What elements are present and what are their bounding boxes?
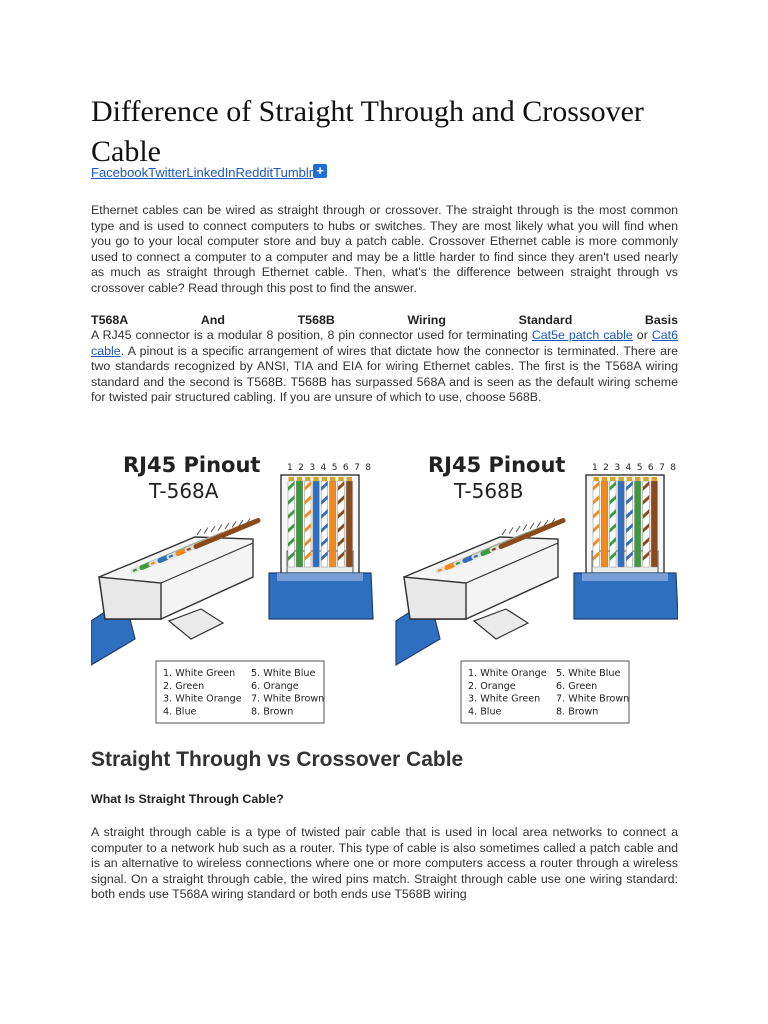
section-heading-straight-vs-crossover: Straight Through vs Crossover Cable bbox=[91, 748, 464, 771]
legend-entry: 5. White Blue bbox=[251, 668, 316, 679]
gold-contact bbox=[297, 477, 302, 481]
cable-highlight bbox=[277, 573, 363, 581]
legend-entry: 4. Blue bbox=[163, 706, 197, 718]
paragraph-text: or bbox=[632, 328, 652, 342]
contact-pin bbox=[530, 523, 534, 529]
reddit-link[interactable]: Reddit bbox=[235, 165, 274, 180]
contact-pin bbox=[211, 526, 215, 532]
wire-2 bbox=[601, 481, 607, 567]
heading-word: T568A bbox=[91, 313, 129, 327]
wire-2 bbox=[296, 481, 302, 567]
legend-entry: 2. Orange bbox=[468, 680, 516, 692]
connector-front-face bbox=[99, 577, 161, 619]
article-title: Difference of Straight Through and Crossover Cable bbox=[91, 95, 644, 168]
contact-pin bbox=[523, 525, 527, 531]
tumblr-link[interactable]: Tumblr bbox=[273, 165, 314, 180]
gold-contact bbox=[347, 477, 352, 481]
contact-pin bbox=[218, 525, 222, 531]
gold-contact bbox=[338, 477, 343, 481]
pinout-standard-label: T-568B bbox=[454, 479, 524, 503]
contact-pin bbox=[502, 529, 506, 535]
wire-8 bbox=[651, 481, 657, 567]
legend-entry: 1. White Green bbox=[163, 668, 236, 679]
wire-6 bbox=[635, 481, 641, 567]
legend-entry: 1. White Orange bbox=[468, 668, 547, 679]
heading-word: And bbox=[200, 313, 225, 327]
straight-through-paragraph: A straight through cable is a type of twisted pair cable that is used in local area networks to connect a computer to a network hub such as a router. This type of cable is also sometimes called a patch cable and is an alternative to wireless connections where one or more computers access a router through a wireless signal. On a straight through cable, the wired pins match. Straight through cable use one wiring standard: both ends use T568A wiring standard or both ends use T568B wiring bbox=[91, 825, 678, 901]
connector-front-face bbox=[404, 577, 466, 619]
legend-entry: 6. Orange bbox=[251, 680, 299, 692]
contact-pin bbox=[509, 528, 513, 534]
legend-entry: 6. Green bbox=[556, 680, 598, 692]
rj45-paragraph bbox=[91, 328, 678, 406]
subheading-what-is-straight-through: What Is Straight Through Cable? bbox=[91, 792, 284, 806]
gold-contact bbox=[618, 477, 623, 481]
legend-entry: 8. Brown bbox=[251, 706, 294, 718]
linkedin-link[interactable]: LinkedIn bbox=[186, 165, 236, 180]
gold-contact bbox=[627, 477, 632, 481]
legend-entry: 7. White Brown bbox=[556, 693, 630, 705]
twitter-link[interactable]: Twitter bbox=[148, 165, 187, 180]
cable-highlight bbox=[582, 573, 668, 581]
connector-latch bbox=[169, 609, 223, 639]
pinout-panel-t-568a bbox=[91, 453, 373, 723]
legend-entry: 3. White Green bbox=[468, 693, 541, 705]
heading-word: T568B bbox=[297, 313, 335, 327]
wire-8 bbox=[346, 481, 352, 567]
legend-entry: 3. White Orange bbox=[163, 693, 242, 705]
contact-pin bbox=[225, 523, 229, 529]
wire-6 bbox=[330, 481, 336, 567]
legend-entry: 8. Brown bbox=[556, 706, 599, 718]
pin-numbers: 1 2 3 4 5 6 7 8 bbox=[287, 463, 373, 473]
contact-pin bbox=[516, 526, 520, 532]
gold-contact bbox=[313, 477, 318, 481]
rj45-connector-drawing bbox=[396, 519, 563, 666]
gold-contact bbox=[602, 477, 607, 481]
pinout-title: RJ45 Pinout bbox=[428, 453, 566, 477]
gold-contact bbox=[289, 477, 294, 481]
pin-numbers: 1 2 3 4 5 6 7 8 bbox=[592, 463, 678, 473]
section-heading-t568 bbox=[91, 313, 678, 328]
gold-contact bbox=[610, 477, 615, 481]
pinout-legend bbox=[156, 661, 324, 723]
legend-entry: 7. White Brown bbox=[251, 693, 325, 705]
wire-4 bbox=[313, 481, 319, 567]
gold-contact bbox=[652, 477, 657, 481]
pinout-title: RJ45 Pinout bbox=[123, 453, 261, 477]
contact-pin bbox=[232, 522, 236, 528]
cat5e-patch-cable-link[interactable]: Cat5e patch cable bbox=[531, 328, 633, 342]
pinout-legend bbox=[461, 661, 629, 723]
heading-word: Wiring bbox=[407, 313, 446, 327]
wire-4 bbox=[618, 481, 624, 567]
contact-pin bbox=[197, 529, 201, 535]
legend-entry: 2. Green bbox=[163, 680, 205, 692]
intro-paragraph: Ethernet cables can be wired as straight through or crossover. The straight through is the most common type and is used to connect computers to hubs or switches. They are most likely what you will find when you go to your local computer store and buy a patch cable. Crossover Ethernet cable is more commonly used to connect a computer to a computer and may be a little harder to find since they aren't used nearly as much as straight through Ethernet cable. Then, what's the difference between straight through vs crossover cable? Read through this post to find the answer. bbox=[91, 203, 678, 295]
gold-contact bbox=[635, 477, 640, 481]
paragraph-text: A RJ45 connector is a modular 8 position, 8 pin connector used for terminating bbox=[91, 328, 532, 342]
legend-entry: 5. White Blue bbox=[556, 668, 621, 679]
contact-pin bbox=[204, 528, 208, 534]
gold-contact bbox=[330, 477, 335, 481]
connector-latch bbox=[474, 609, 528, 639]
pinout-panel-t-568b bbox=[396, 453, 678, 723]
rj45-front-view bbox=[269, 463, 373, 619]
heading-word: Basis bbox=[644, 313, 678, 327]
legend-entry: 4. Blue bbox=[468, 706, 502, 718]
rj45-connector-drawing bbox=[91, 519, 258, 666]
paragraph-text: . A pinout is a specific arrangement of wires that dictate how the connector is terminated. There are two standards recognized by ANSI, TIA and EIA for wiring Ethernet cables. The first is the T568A wiring standard and the second is T568B. T568B has surpassed 568A and is seen as the default wiring scheme for twisted pair structured cabling. If you are unsure of which to use, choose 568B. bbox=[91, 343, 678, 404]
pinout-standard-label: T-568A bbox=[149, 479, 219, 503]
rj45-pinout-figure bbox=[91, 443, 678, 733]
share-plus-icon[interactable]: + bbox=[313, 164, 327, 178]
gold-contact bbox=[643, 477, 648, 481]
gold-contact bbox=[594, 477, 599, 481]
share-links bbox=[91, 164, 678, 182]
cat6-cable-link[interactable]: Cat6 cable bbox=[91, 328, 678, 358]
facebook-link[interactable]: Facebook bbox=[91, 165, 149, 180]
rj45-front-view bbox=[574, 463, 678, 619]
gold-contact bbox=[322, 477, 327, 481]
heading-word: Standard bbox=[518, 313, 573, 327]
contact-pin bbox=[537, 522, 541, 528]
gold-contact bbox=[305, 477, 310, 481]
